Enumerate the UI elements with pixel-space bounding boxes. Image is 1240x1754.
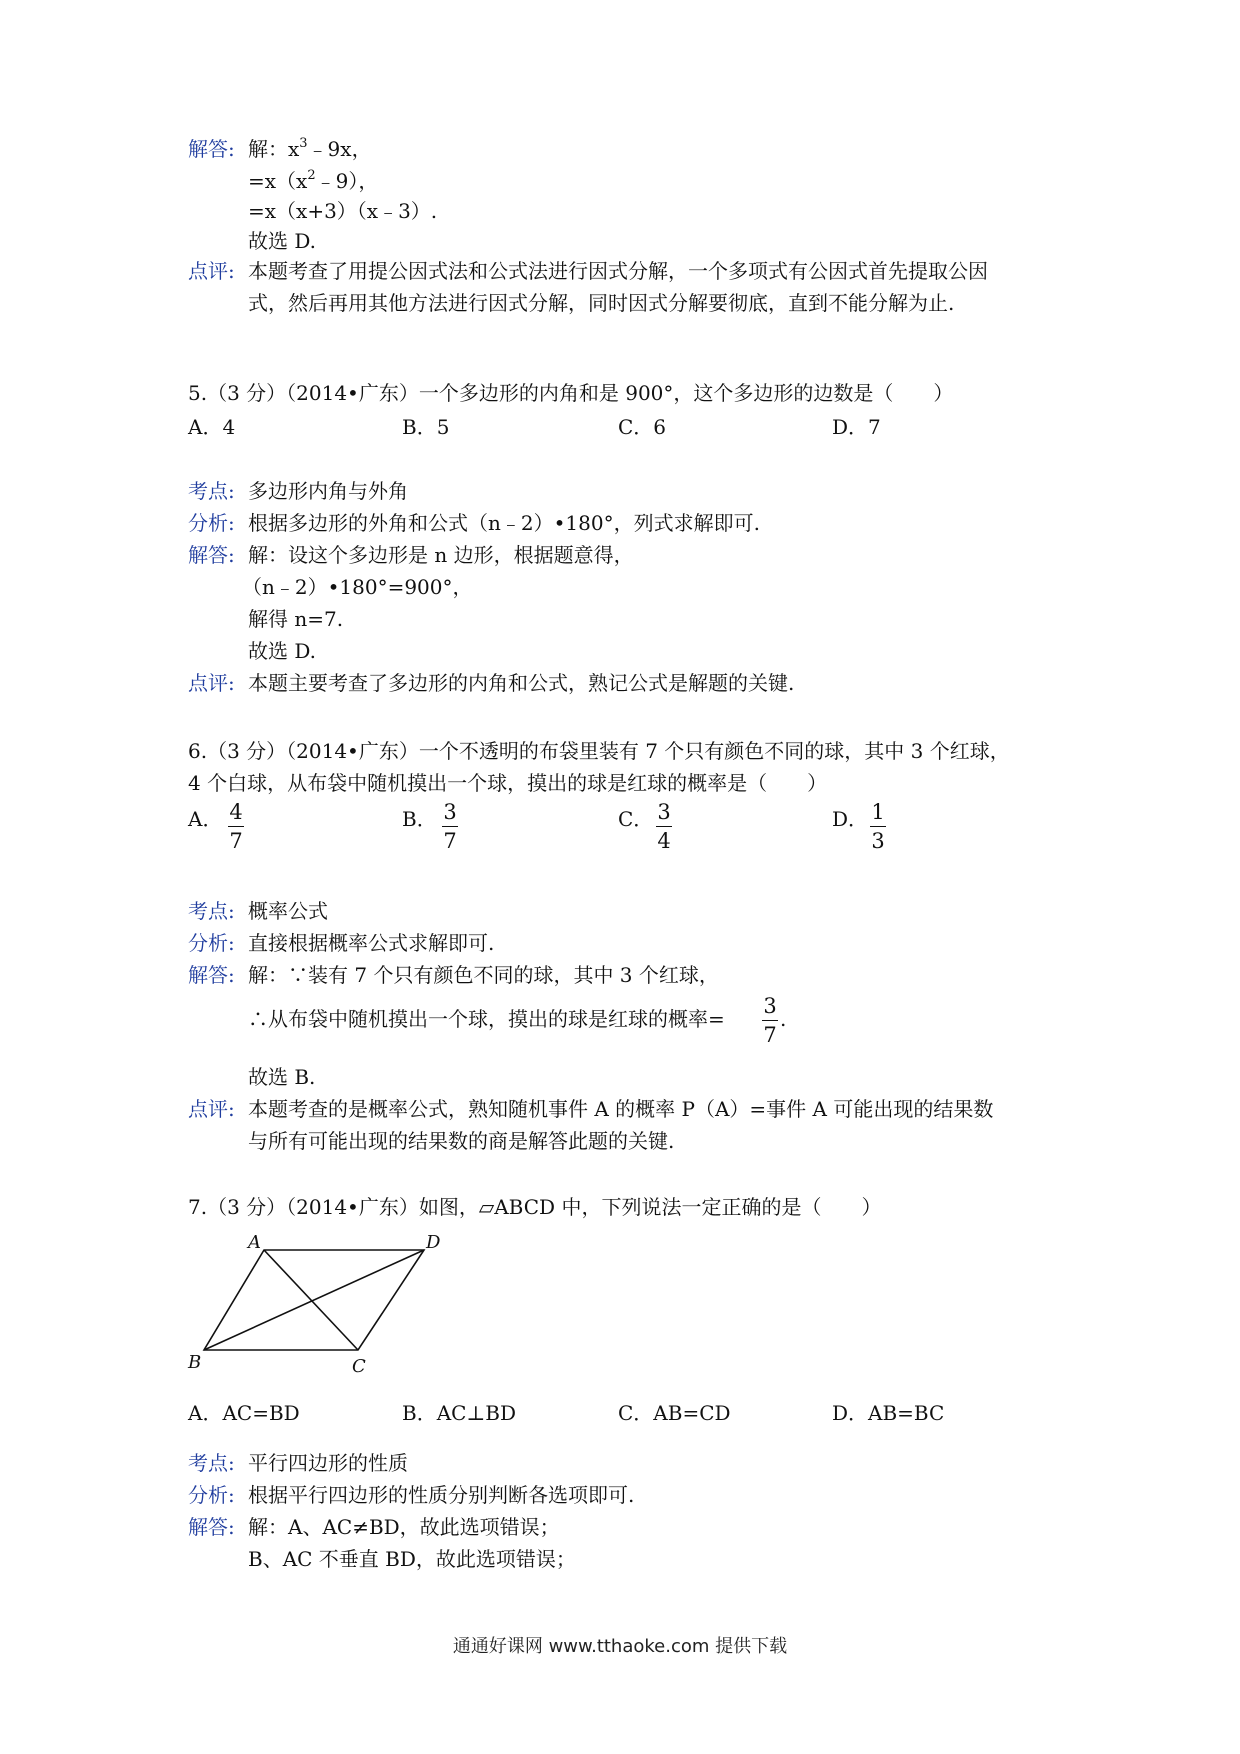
q7-answer-line-1: 解：A、AC≠BD，故此选项错误； (248, 1515, 560, 1539)
vertex-label-d: D (426, 1232, 441, 1253)
q6-option-b-fraction (440, 800, 460, 853)
q7-option-b: B．AC⊥BD (402, 1401, 516, 1425)
vertex-label-b: B (188, 1352, 202, 1373)
q7-option-d: D．AB=BC (832, 1401, 945, 1425)
q5-option-a: A．4 (188, 415, 236, 439)
q6-option-c-fraction (654, 800, 674, 853)
q6-option-a-fraction (226, 800, 246, 853)
q5-comment: 本题主要考查了多边形的内角和公式，熟记公式是解题的关键. (248, 671, 795, 695)
label-topic: 考点: (188, 479, 235, 503)
diagonal-ac (264, 1250, 358, 1350)
q6-answer-line-1: 解：∵装有 7 个只有颜色不同的球，其中 3 个红球， (248, 963, 719, 987)
label-topic: 考点: (188, 1451, 235, 1475)
q5-answer-line-2: （n﹣2）•180°=900°， (242, 575, 473, 599)
label-comment: 点评: (188, 1097, 235, 1121)
numerator: 3 (657, 800, 671, 824)
q5-answer-line-1: 解：设这个多边形是 n 边形，根据题意得， (248, 543, 634, 567)
q4-comment-line-1: 本题考查了用提公因式法和公式法进行因式分解，一个多项式有公因式首先提取公因 (248, 259, 988, 283)
q4-answer-line-2: $=x(x^2﹣9)$， (248, 168, 379, 193)
q5-analysis: 根据多边形的外角和公式（n﹣2）•180°，列式求解即可. (248, 511, 760, 535)
label-answer: 解答: (188, 137, 235, 161)
q5-topic: 多边形内角与外角 (248, 479, 408, 503)
q7-topic: 平行四边形的性质 (248, 1451, 408, 1475)
q6-analysis: 直接根据概率公式求解即可. (248, 931, 495, 955)
q6-topic: 概率公式 (248, 899, 328, 923)
q6-answer-line-2: ∴从布袋中随机摸出一个球，摸出的球是红球的概率= (248, 1007, 725, 1031)
q6-comment-line-2: 与所有可能出现的结果数的商是解答此题的关键. (248, 1129, 675, 1153)
q6-stem-line-2: 4 个白球，从布袋中随机摸出一个球，摸出的球是红球的概率是（ ） (188, 771, 828, 795)
q5-option-b: B．5 (402, 415, 450, 439)
label-comment: 点评: (188, 671, 235, 695)
denominator: 7 (229, 829, 243, 853)
label-analysis: 分析: (188, 511, 235, 535)
q7-option-a: A．AC=BD (188, 1401, 300, 1425)
q6-option-d-fraction (868, 800, 888, 853)
q6-option-b-letter: B． (402, 807, 437, 831)
q6-option-c-letter: C． (618, 807, 654, 831)
q5-stem: 5.（3 分）（2014•广东）一个多边形的内角和是 900°，这个多边形的边数是（ ） (188, 381, 954, 405)
numerator: 3 (763, 994, 777, 1018)
denominator: 7 (763, 1023, 777, 1047)
q6-option-d-letter: D． (832, 807, 869, 831)
numerator: 3 (443, 800, 457, 824)
q5-answer-line-3: 解得 n=7. (248, 607, 344, 631)
vertex-label-c: C (352, 1356, 366, 1377)
q5-option-c: C．6 (618, 415, 667, 439)
q5-answer-line-4: 故选 D. (248, 639, 317, 663)
page-footer: 通通好课网 www.tthaoke.com 提供下载 (452, 1636, 788, 1657)
q4-comment-line-2: 式，然后再用其他方法进行因式分解，同时因式分解要彻底，直到不能分解为止. (248, 291, 955, 315)
label-analysis: 分析: (188, 1483, 235, 1507)
parallelogram-figure (180, 1226, 460, 1382)
q7-option-c: C．AB=CD (618, 1401, 731, 1425)
q6-answer-fraction (760, 994, 780, 1047)
q6-answer-choice: 故选 B. (248, 1065, 316, 1089)
q7-analysis: 根据平行四边形的性质分别判断各选项即可. (248, 1483, 635, 1507)
label-answer: 解答: (188, 963, 235, 987)
q6-comment-line-1: 本题考查的是概率公式，熟知随机事件 A 的概率 P（A）=事件 A 可能出现的结果数 (248, 1097, 994, 1121)
q4-answer-line-3: =x（x+3）（x﹣3）. (248, 199, 438, 223)
label-topic: 考点: (188, 899, 235, 923)
q6-option-a-letter: A． (188, 807, 223, 831)
q4-answer-choice: 故选 D. (248, 229, 317, 253)
q7-answer-line-2: B、AC 不垂直 BD，故此选项错误； (248, 1547, 576, 1571)
label-analysis: 分析: (188, 931, 235, 955)
denominator: 4 (657, 829, 671, 853)
q6-answer-line-2-end: . (780, 1007, 787, 1031)
denominator: 3 (871, 829, 885, 853)
q4-answer-line-1: 解：$x^3﹣9x$， (248, 136, 372, 161)
numerator: 1 (871, 800, 885, 824)
denominator: 7 (443, 829, 457, 853)
q7-stem: 7.（3 分）（2014•广东）如图，▱ABCD 中，下列说法一定正确的是（ ） (188, 1195, 882, 1219)
numerator: 4 (229, 800, 243, 824)
vertex-label-a: A (248, 1232, 261, 1253)
label-comment: 点评: (188, 259, 235, 283)
q5-option-d: D．7 (832, 415, 881, 439)
label-answer: 解答: (188, 1515, 235, 1539)
label-answer: 解答: (188, 543, 235, 567)
q6-stem-line-1: 6.（3 分）（2014•广东）一个不透明的布袋里装有 7 个只有颜色不同的球，其中 3 个红球， (188, 739, 1010, 763)
